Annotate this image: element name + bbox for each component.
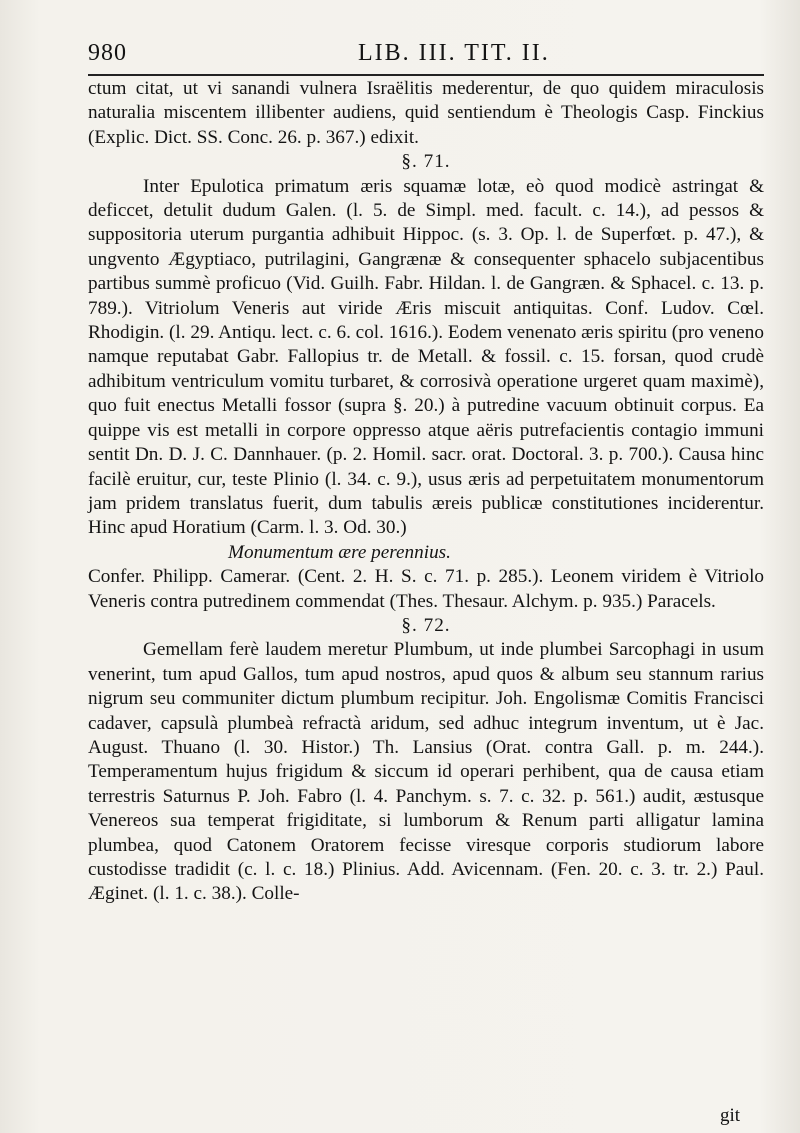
paragraph-72: Gemellam ferè laudem meretur Plumbum, ut inde plumbei Sarcophagi in usum venerint, tum apud Gallos, tum apud nostros, apud quos & album seu stannum rarius nigrum seu communiter dictum plumbum recipitur. Joh. Engolismæ Comitis Francisci cadaver, capsulà plumbeà refractà aridum, sed adhuc integrum inventum, ut è Jac. August. Thuano (l. 30. Histor.) Th. Lansius (Orat. contra Gall. p. m. 244.). Temperamentum hujus frigidum & siccum id operari perhibent, qua de causa etiam terrestris Saturnus P. Joh. Fabro (l. 4. Panchym. s. 7. c. 32. p. 561.) audit, æstusque Venereos sua temperat frigiditate, si lumborum & Renum parti alligatur lamina plumbea, quod Catonem Oratorem fecisse viresque corporis studiorum labore custodisse tradidit (c. l. c. 18.) Plinius. Add. Avicennam. (Fen. 20. c. 3. tr. 2.) Paul. Æginet. (l. 1. c. 38.). Colle- — [88, 639, 764, 905]
section-heading-71: §. 71. — [401, 151, 451, 173]
section-heading-72: §. 72. — [401, 614, 451, 636]
header-rule — [88, 74, 764, 76]
running-head: LIB. III. TIT. II. — [358, 40, 550, 66]
paragraph-71: Inter Epulotica primatum æris squamæ lotæ, eò quod modicè astringat & deficcet, detulit dudum Galen. (l. 5. de Simpl. med. facult. c. 14.), ad pessos & suppositoria uterum purgantia adhibuit Hippoc. (s. 3. Op. l. de Superfœt. p. 47.), & ungvento Ægyptiaco, putrilagini, Gangrænæ & consequenter sphacelo subjacentibus partibus summè proficuo (Vid. Guilh. Fabr. Hildan. l. de Gangræn. & Sphacel. c. 13. p. 789.). Vitriolum Veneris aut viride Æris miscuit antiquitas. Conf. Ludov. Cœl. Rhodigin. (l. 29. Antiqu. lect. c. 6. col. 1616.). Eodem venenato æris spiritu (pro veneno namque reputabat Gabr. Fallopius tr. de Metall. & fossil. c. 15. forsan, quod crudè adhibitum ventriculum vomitu turbaret, & corrosivà operatione urgeret quam maximè), quo fuit enectus Metalli fossor (supra §. 20.) à putredine vacuum obtinuit corpus. Ea quippe vis est metalli in corpore oppresso atque aëris putrefacientis contagio immuni sentit Dn. D. J. C. Dannhauer. (p. 2. Homil. sacr. orat. Doctoral. 3. p. 700.). Causa hinc facilè eruitur, cur, teste Plinio (l. 34. c. 9.), usus æris ad perpetuitatem monumentorum jam pridem translatus fuerit, dum tabulis æreis publicæ constitutiones inciderentur. Hinc apud Horatium (Carm. l. 3. Od. 30.) — [88, 175, 764, 539]
page-number: 980 — [88, 40, 127, 66]
page-header — [88, 36, 768, 70]
body-text — [88, 77, 764, 907]
horace-quotation: Monumentum ære perennius. — [228, 541, 451, 563]
catchword: git — [720, 1105, 741, 1126]
paragraph-confer: Confer. Philipp. Camerar. (Cent. 2. H. S. c. 71. p. 285.). Leonem viridem è Vitriolo Veneris contra putredinem commendat (Thes. Thesaur. Alchym. p. 935.) Paracels. — [88, 566, 764, 612]
paragraph-continuation: ctum citat, ut vi sanandi vulnera Israëlitis mederentur, de quo quidem miraculosis naturalia miscentem illibenter audiens, quid sentiendum è Theologis Casp. Finckius (Explic. Dict. SS. Conc. 26. p. 367.) edixit. — [88, 78, 764, 148]
